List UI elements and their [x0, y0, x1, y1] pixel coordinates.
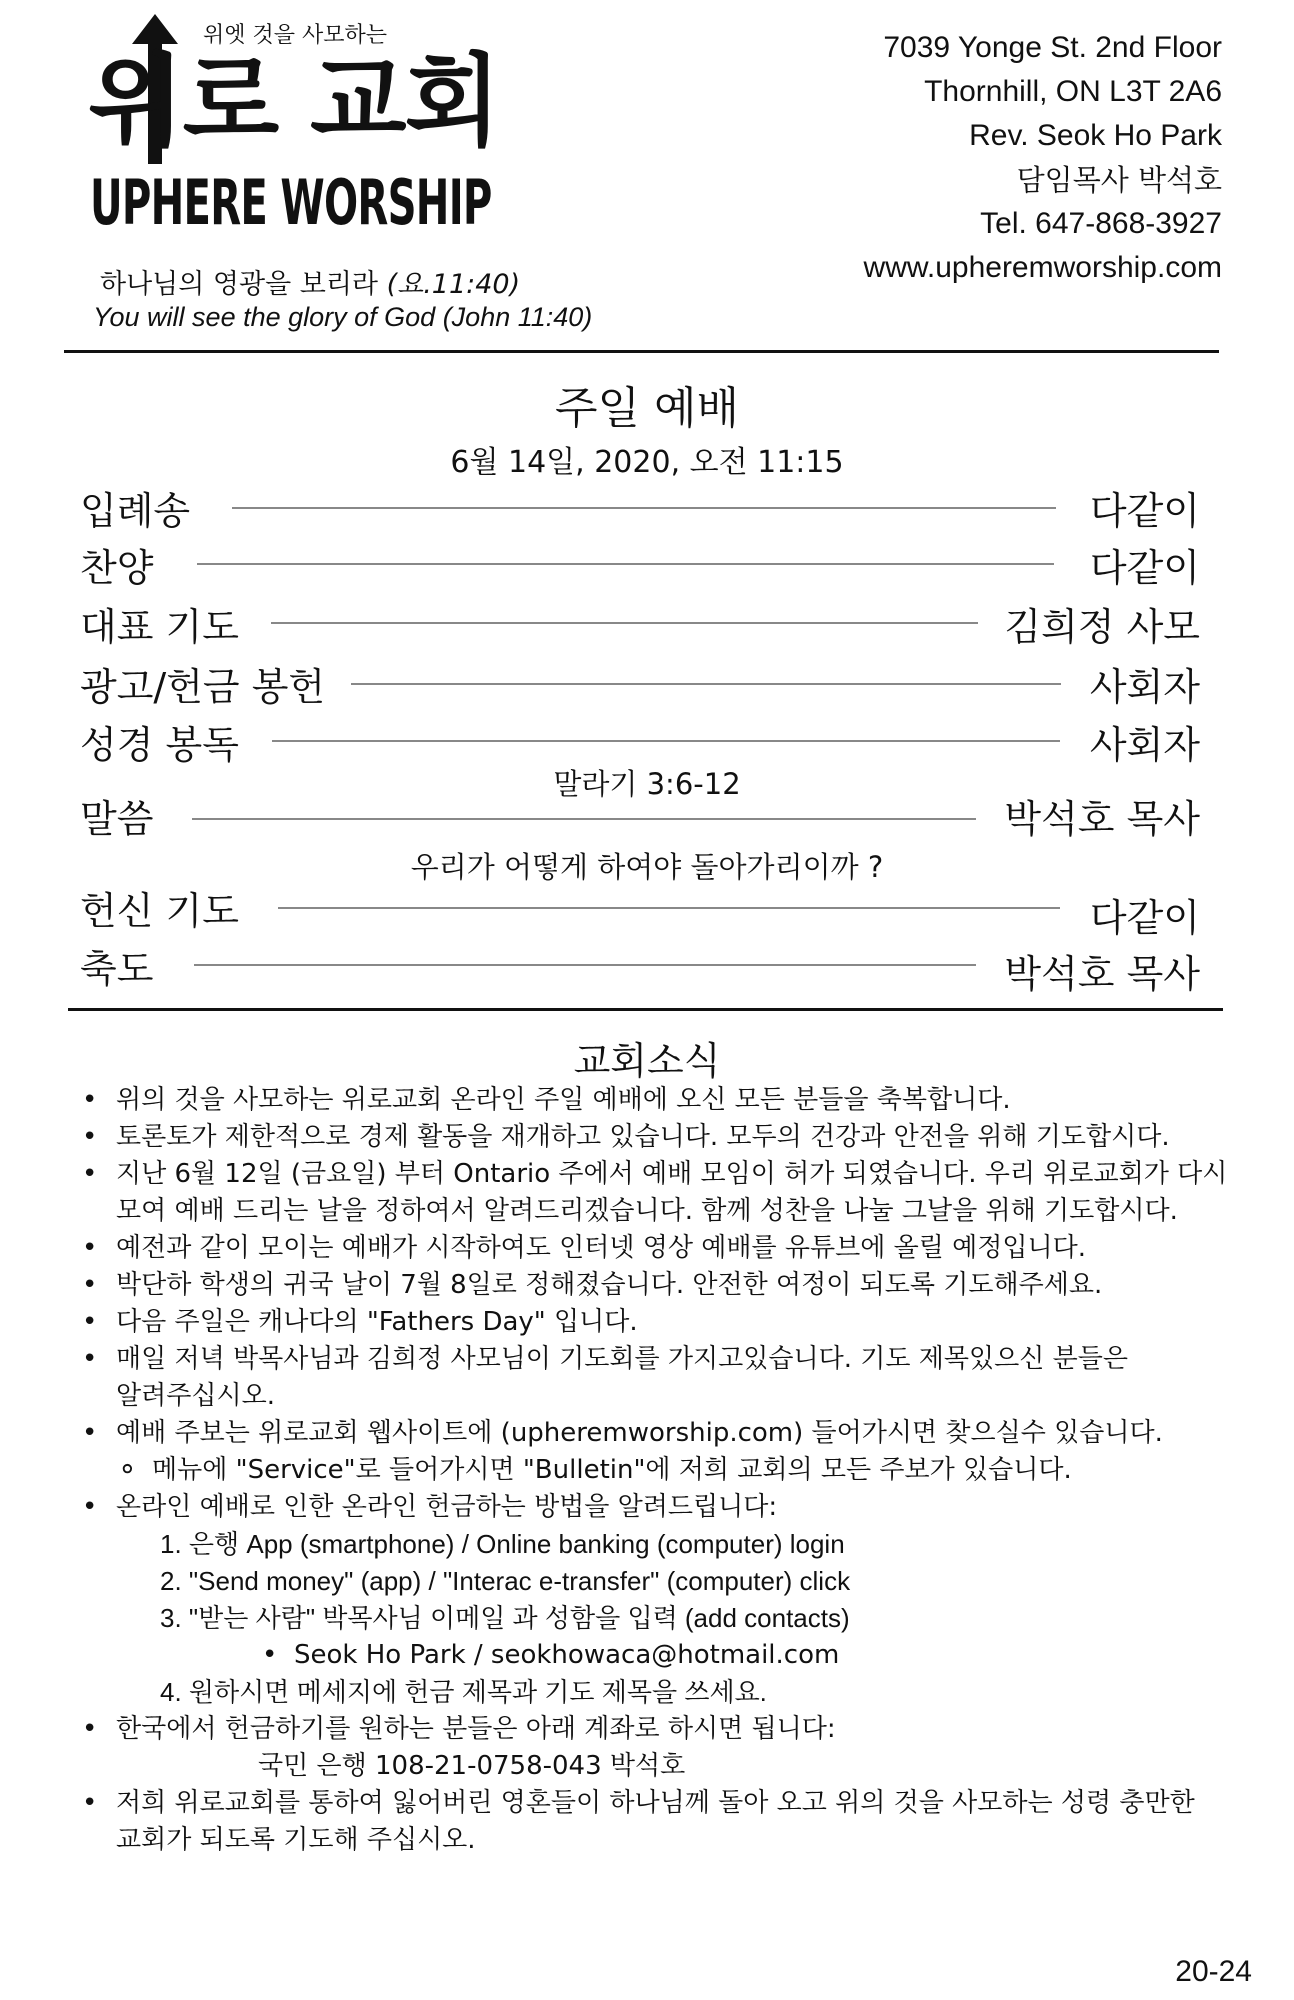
- step-item: 1. 은행 App (smartphone) / Online banking (computer) login: [160, 1529, 845, 1559]
- leader-line: [232, 507, 1056, 509]
- service-item-name: 광고/헌금 봉헌: [80, 665, 326, 709]
- service-item-name: 대표 기도: [80, 605, 239, 649]
- list-item: • 온라인 예배로 인한 온라인 헌금하는 방법을 알려드립니다:: [82, 1489, 1232, 1526]
- address-pastor-en: Rev. Seok Ho Park: [969, 119, 1222, 152]
- list-item: [82, 1341, 1232, 1415]
- address-street: 7039 Yonge St. 2nd Floor: [883, 31, 1222, 64]
- motto-korean-ref: (요.11:40): [386, 269, 521, 300]
- contact-email: • Seok Ho Park / seokhowaca@hotmail.com: [82, 1637, 1232, 1674]
- logo-korean: 위로 교회: [88, 43, 500, 160]
- address-website[interactable]: www.upheremworship.com: [863, 251, 1222, 284]
- header-divider: [64, 350, 1219, 353]
- service-item-leader: 김희정 사모: [1004, 605, 1200, 649]
- motto-english: You will see the glory of God (John 11:40): [93, 302, 593, 332]
- list-item: • 예배 주보는 위로교회 웹사이트에 (upheremworship.com) 들어가시면 찾으실수 있습니다.: [82, 1415, 1232, 1452]
- list-subitem: ∘ 메뉴에 "Service"로 들어가시면 "Bulletin"에 저희 교회의 모든 주보가 있습니다.: [82, 1452, 1232, 1489]
- step-item: 2. "Send money" (app) / "Interac e-transfer" (computer) click: [160, 1566, 851, 1596]
- list-item-line: 교회가 되도록 기도해 주십시오.: [116, 1825, 476, 1855]
- list-item: • 토론토가 제한적으로 경제 활동을 재개하고 있습니다. 모두의 건강과 안전을 위해 기도합시다.: [82, 1119, 1232, 1156]
- address-pastor-kr: 담임목사 박석호: [1016, 163, 1222, 197]
- service-divider: [68, 1008, 1223, 1011]
- service-item-leader: 사회자: [1089, 665, 1200, 709]
- leader-line: [351, 683, 1061, 685]
- news-title: 교회소식: [573, 1039, 721, 1083]
- list-item: • 박단하 학생의 귀국 날이 7월 8일로 정해졌습니다. 안전한 여정이 되도록 기도해주세요.: [82, 1267, 1232, 1304]
- leader-line: [271, 622, 978, 624]
- service-item-leader: 다같이: [1089, 546, 1200, 590]
- service-item-name: 축도: [80, 947, 154, 991]
- service-item-name: 말씀: [80, 797, 154, 841]
- service-item-leader: 사회자: [1089, 723, 1200, 767]
- church-address: [864, 26, 1222, 290]
- list-item-line: • 매일 저녁 박목사님과 김희정 사모님이 기도회를 가지고있습니다. 기도 제목있으신 분들은: [116, 1344, 1128, 1374]
- service-item-leader: 다같이: [1089, 489, 1200, 533]
- list-item: • 다음 주일은 캐나다의 "Fathers Day" 입니다.: [82, 1304, 1232, 1341]
- step-item: 4. 원하시면 메세지에 헌금 제목과 기도 제목을 쓰세요.: [160, 1677, 767, 1707]
- service-item-name: 입례송: [80, 489, 191, 533]
- list-item: • 예전과 같이 모이는 예배가 시작하여도 인터넷 영상 예배를 유튜브에 올릴 예정입니다.: [82, 1230, 1232, 1267]
- list-item-line: • 저희 위로교회를 통하여 잃어버린 영혼들이 하나님께 돌아 오고 위의 것을 사모하는 성령 충만한: [116, 1788, 1195, 1818]
- service-item-name: 성경 봉독: [80, 723, 239, 767]
- service-item-leader: 박석호 목사: [1004, 797, 1200, 841]
- motto-korean-text: 하나님의 영광을 보리라: [100, 269, 378, 300]
- step-item: 3. "받는 사람" 박목사님 이메일 과 성함을 입력 (add contacts): [160, 1603, 850, 1633]
- list-item-line: 알려주십시오.: [116, 1381, 275, 1411]
- leader-line: [272, 740, 1060, 742]
- service-item-leader: 다같이: [1089, 896, 1200, 940]
- bank-account: 국민 은행 108-21-0758-043 박석호: [258, 1751, 686, 1781]
- address-phone: Tel. 647-868-3927: [980, 207, 1222, 240]
- ordered-steps: [82, 1674, 1232, 1711]
- leader-line: [194, 964, 976, 966]
- list-item-line: • 지난 6월 12일 (금요일) 부터 Ontario 주에서 예배 모임이 허가 되였습니다. 우리 위로교회가 다시: [116, 1159, 1228, 1189]
- news-list: [82, 1082, 1232, 1859]
- address-city: Thornhill, ON L3T 2A6: [924, 75, 1222, 108]
- leader-line: [197, 563, 1054, 565]
- list-item-line: 모여 예배 드리는 날을 정하여서 알려드리겠습니다. 함께 성찬을 나눌 그날을 위해 기도합시다.: [116, 1196, 1178, 1226]
- service-item-name: 헌신 기도: [80, 889, 239, 933]
- service-datetime: 6월 14일, 2020, 오전 11:15: [450, 445, 844, 480]
- scripture-reference: 말라기 3:6-12: [553, 767, 741, 801]
- list-item: • 한국에서 헌금하기를 원하는 분들은 아래 계좌로 하시면 됩니다:: [82, 1711, 1232, 1748]
- list-item: • 위의 것을 사모하는 위로교회 온라인 주일 예배에 오신 모든 분들을 축복합니다.: [82, 1082, 1232, 1119]
- ordered-steps: [82, 1526, 1232, 1637]
- service-item-name: 찬양: [80, 546, 154, 590]
- service-item-leader: 박석호 목사: [1004, 952, 1200, 996]
- list-item: [82, 1785, 1232, 1859]
- service-title: 주일 예배: [554, 383, 739, 434]
- sermon-title: 우리가 어떻게 하여야 돌아가리이까 ?: [410, 850, 884, 884]
- motto-korean: [100, 262, 520, 301]
- list-item: [82, 1156, 1232, 1230]
- leader-line: [278, 907, 1060, 909]
- leader-line: [192, 818, 976, 820]
- logo-tagline: 위엣 것을 사모하는: [203, 23, 388, 48]
- page-number: 20-24: [1175, 1955, 1252, 1988]
- logo-english: UPHERE WORSHIP: [90, 166, 492, 239]
